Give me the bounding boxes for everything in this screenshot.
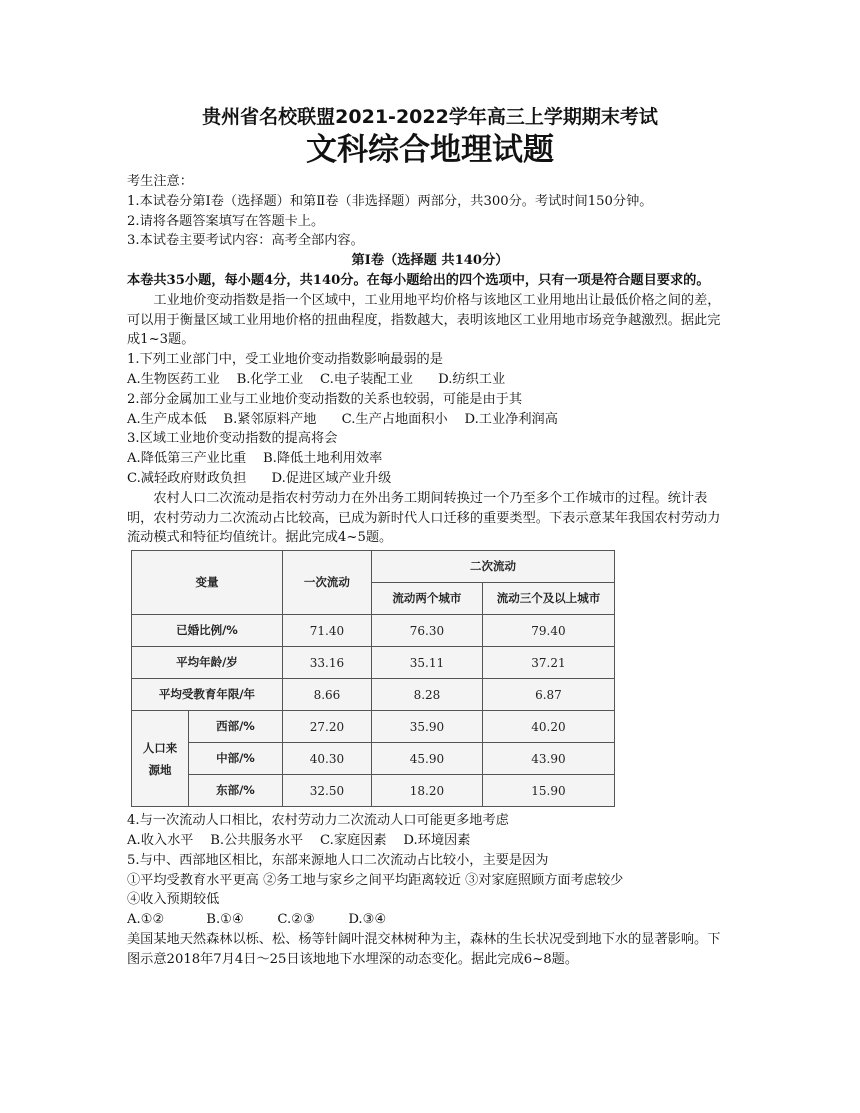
row-label: 东部/% <box>189 775 283 807</box>
row-label: 西部/% <box>189 711 283 743</box>
header-first-flow: 一次流动 <box>282 551 371 615</box>
question-4-options: A.收入水平 B.公共服务水平 C.家庭因素 D.环境因素 <box>127 832 471 848</box>
question-2-options: A.生产成本低 B.紧邻原料产地 C.生产占地面积小 D.工业净利润高 <box>127 411 558 427</box>
row-label: 平均年龄/岁 <box>132 647 283 679</box>
passage-2: 农村人口二次流动是指农村劳动力在外出务工期间转换过一个乃至多个工作城市的过程。统计表明，农村劳动力二次流动占比较高，已成为新时代人口迁移的重要类型。下表示意某年我国农村劳动力流动模式和特征均值统计。据此完成4~5题。 <box>127 490 721 546</box>
row-label-source: 人口来源地 <box>132 711 189 807</box>
cell-value: 18.20 <box>371 775 482 807</box>
question-4-stem: 4.与一次流动人口相比，农村劳动力二次流动人口可能更多地考虑 <box>127 813 509 829</box>
question-2-stem: 2.部分金属加工业与工业地价变动指数的关系也较弱，可能是由于其 <box>127 391 523 407</box>
passage-3: 美国某地天然森林以栎、松、杨等针阔叶混交林树种为主，森林的生长状况受到地下水的显著影响。下图示意2018年7月4日～25日该地地下水埋深的动态变化。据此完成6~8题。 <box>127 931 721 967</box>
cell-value: 33.16 <box>282 647 371 679</box>
cell-value: 8.66 <box>282 679 371 711</box>
cell-value: 6.87 <box>482 679 614 711</box>
migration-table <box>131 550 615 807</box>
cell-value: 15.90 <box>482 775 614 807</box>
section-instruction: 本卷共35小题，每小题4分，共140分。在每小题给出的四个选项中，只有一项是符合题目要求的。 <box>127 272 710 288</box>
cell-value: 43.90 <box>482 743 614 775</box>
question-5-options: A.①② B.①④ C.②③ D.③④ <box>127 912 387 928</box>
cell-value: 35.11 <box>371 647 482 679</box>
cell-value: 40.30 <box>282 743 371 775</box>
cell-value: 32.50 <box>282 775 371 807</box>
question-1-options: A.生物医药工业 B.化学工业 C.电子装配工业 D.纺织工业 <box>127 371 506 387</box>
cell-value: 8.28 <box>371 679 482 711</box>
passage-1: 工业地价变动指数是指一个区域中，工业用地平均价格与该地区工业用地出让最低价格之间的差，可以用于衡量区域工业用地价格的扭曲程度，指数越大，表明该地区工业用地市场竞争越激烈。据此完成1~3题。 <box>127 292 721 348</box>
exam-title: 贵州省名校联盟2021-2022学年高三上学期期末考试 <box>202 106 658 128</box>
question-3-options-2: C.减轻政府财政负担 D.促进区域产业升级 <box>127 470 392 486</box>
notice-heading: 考生注意： <box>127 174 193 189</box>
row-label: 已婚比例/% <box>132 615 283 647</box>
exam-page <box>127 104 733 970</box>
cell-value: 76.30 <box>371 615 482 647</box>
header-variable: 变量 <box>132 551 283 615</box>
cell-value: 71.40 <box>282 615 371 647</box>
question-3-options-1: A.降低第三产业比重 B.降低土地利用效率 <box>127 451 383 467</box>
question-5-line-2: ④收入预期较低 <box>127 892 220 908</box>
cell-value: 40.20 <box>482 711 614 743</box>
notice-item-3: 3.本试卷主要考试内容：高考全部内容。 <box>127 233 364 249</box>
cell-value: 45.90 <box>371 743 482 775</box>
question-5-stem: 5.与中、西部地区相比，东部来源地人口二次流动占比较小，主要是因为 <box>127 852 549 868</box>
question-3-stem: 3.区域工业地价变动指数的提高将会 <box>127 431 338 447</box>
question-1-stem: 1.下列工业部门中，受工业地价变动指数影响最弱的是 <box>127 352 443 368</box>
header-two-cities: 流动两个城市 <box>371 583 482 615</box>
row-label: 中部/% <box>189 743 283 775</box>
header-second-flow: 二次流动 <box>371 551 614 583</box>
section-title: 第Ⅰ卷（选择题 共140分） <box>351 253 509 269</box>
header-three-cities: 流动三个及以上城市 <box>482 583 614 615</box>
notice-item-2: 2.请将各题答案填写在答题卡上。 <box>127 213 325 229</box>
cell-value: 35.90 <box>371 711 482 743</box>
notice-item-1: 1.本试卷分第Ⅰ卷（选择题）和第Ⅱ卷（非选择题）两部分，共300分。考试时间150分钟。 <box>127 193 653 209</box>
exam-subtitle: 文科综合地理试题 <box>306 132 554 168</box>
question-5-line-1: ①平均受教育水平更高 ②务工地与家乡之间平均距离较近 ③对家庭照顾方面考虑较少 <box>127 872 624 888</box>
cell-value: 27.20 <box>282 711 371 743</box>
cell-value: 79.40 <box>482 615 614 647</box>
cell-value: 37.21 <box>482 647 614 679</box>
row-label: 平均受教育年限/年 <box>132 679 283 711</box>
